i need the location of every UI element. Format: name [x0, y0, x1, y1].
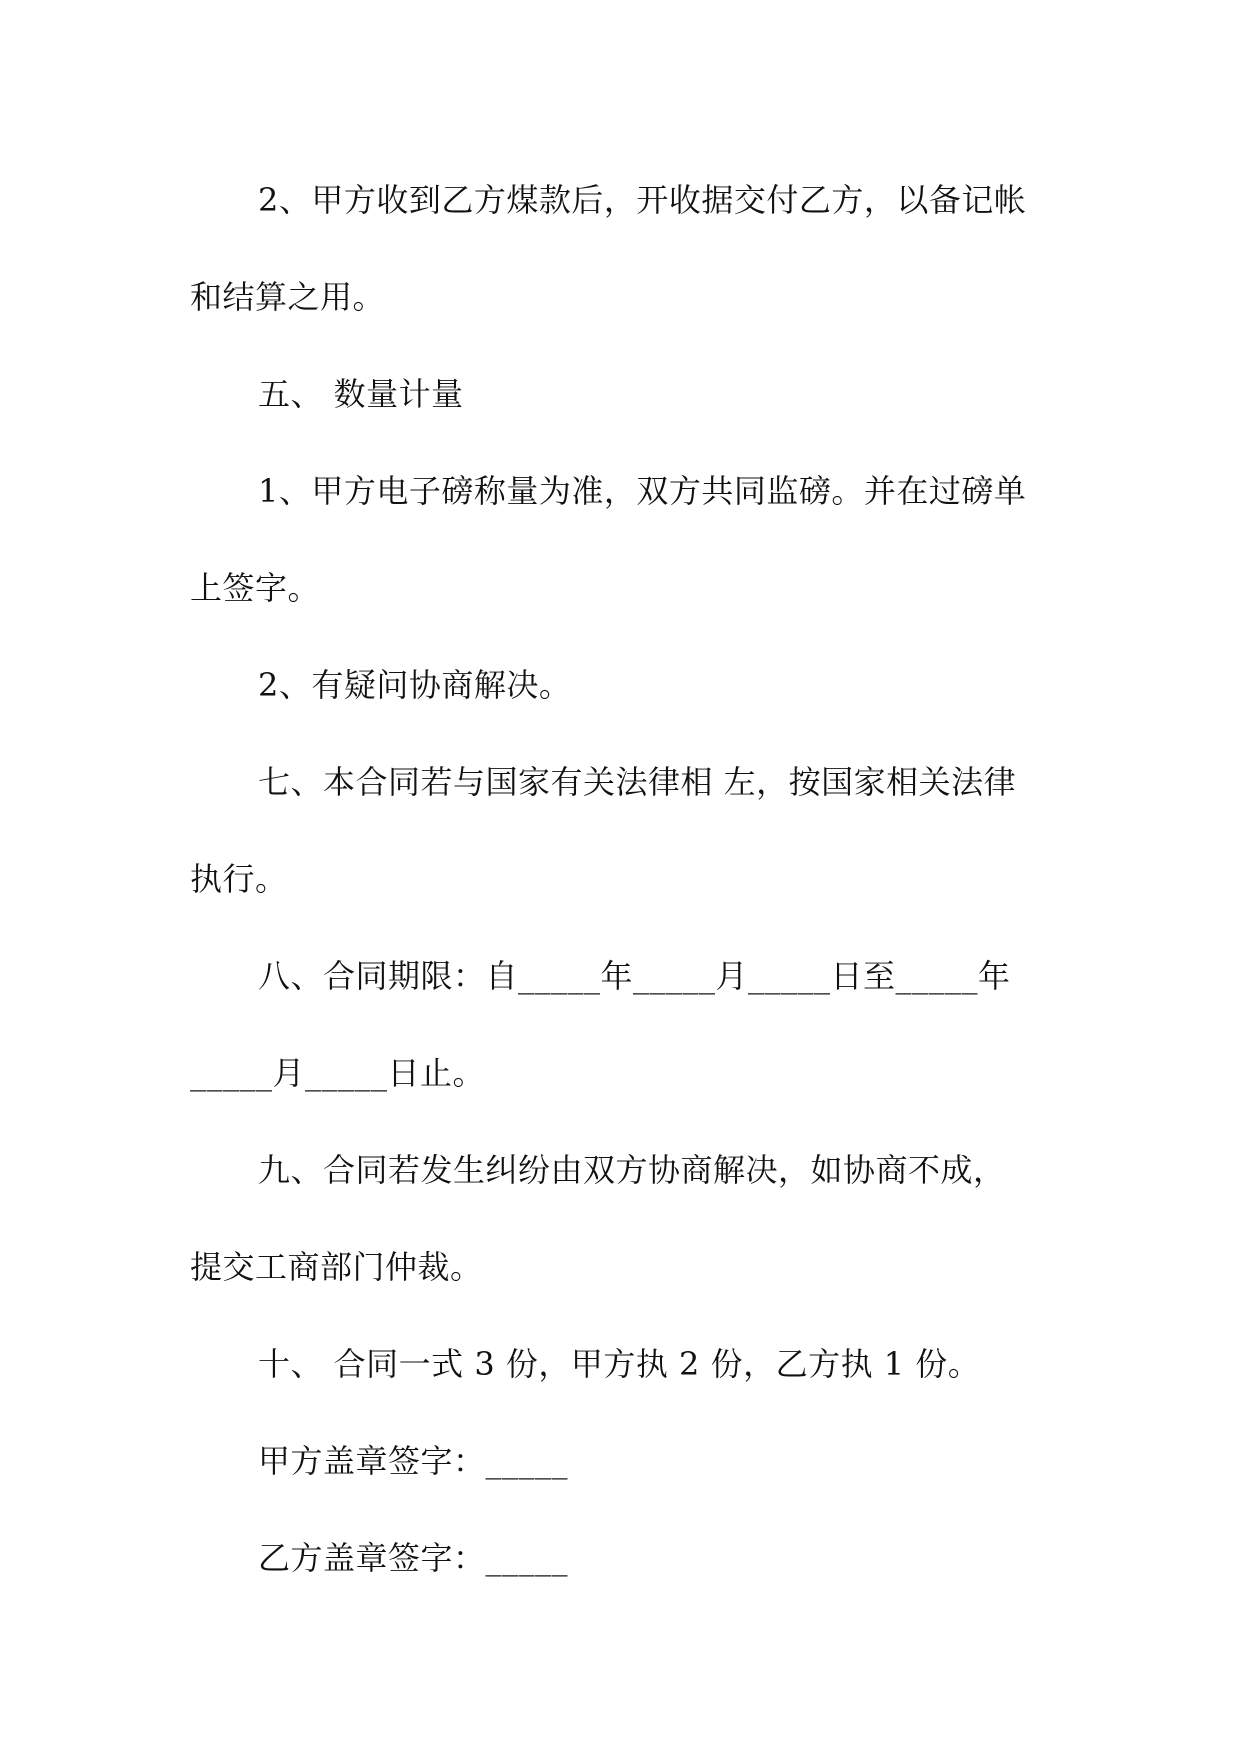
party-a-signature-line: 甲方盖章签字：_____ — [258, 1442, 569, 1480]
clause-10: 十、 合同一式 3 份，甲方执 2 份，乙方执 1 份。 — [258, 1345, 981, 1383]
clause-5-item-1-line-2: 上签字。 — [190, 569, 321, 607]
clause-9-line-1: 九、合同若发生纠纷由双方协商解决，如协商不成， — [258, 1151, 1006, 1189]
clause-5-item-1-line-1: 1、甲方电子磅称量为准，双方共同监磅。并在过磅单 — [258, 472, 1027, 510]
clause-8-line-2: _____月_____日止。 — [190, 1054, 486, 1092]
clause-8-line-1: 八、合同期限：自_____年_____月_____日至_____年 — [258, 957, 1011, 995]
clause-5-item-2: 2、有疑问协商解决。 — [258, 666, 572, 704]
clause-4-item-2-line-2: 和结算之用。 — [190, 278, 386, 316]
party-b-signature-line: 乙方盖章签字：_____ — [258, 1539, 569, 1577]
clause-7-line-2: 执行。 — [190, 860, 288, 898]
clause-4-item-2-line-1: 2、甲方收到乙方煤款后，开收据交付乙方，以备记帐 — [258, 181, 1027, 219]
section-5-heading: 五、 数量计量 — [258, 375, 464, 413]
clause-7-line-1: 七、本合同若与国家有关法律相 左，按国家相关法律 — [258, 763, 1017, 801]
clause-9-line-2: 提交工商部门仲裁。 — [190, 1248, 483, 1286]
